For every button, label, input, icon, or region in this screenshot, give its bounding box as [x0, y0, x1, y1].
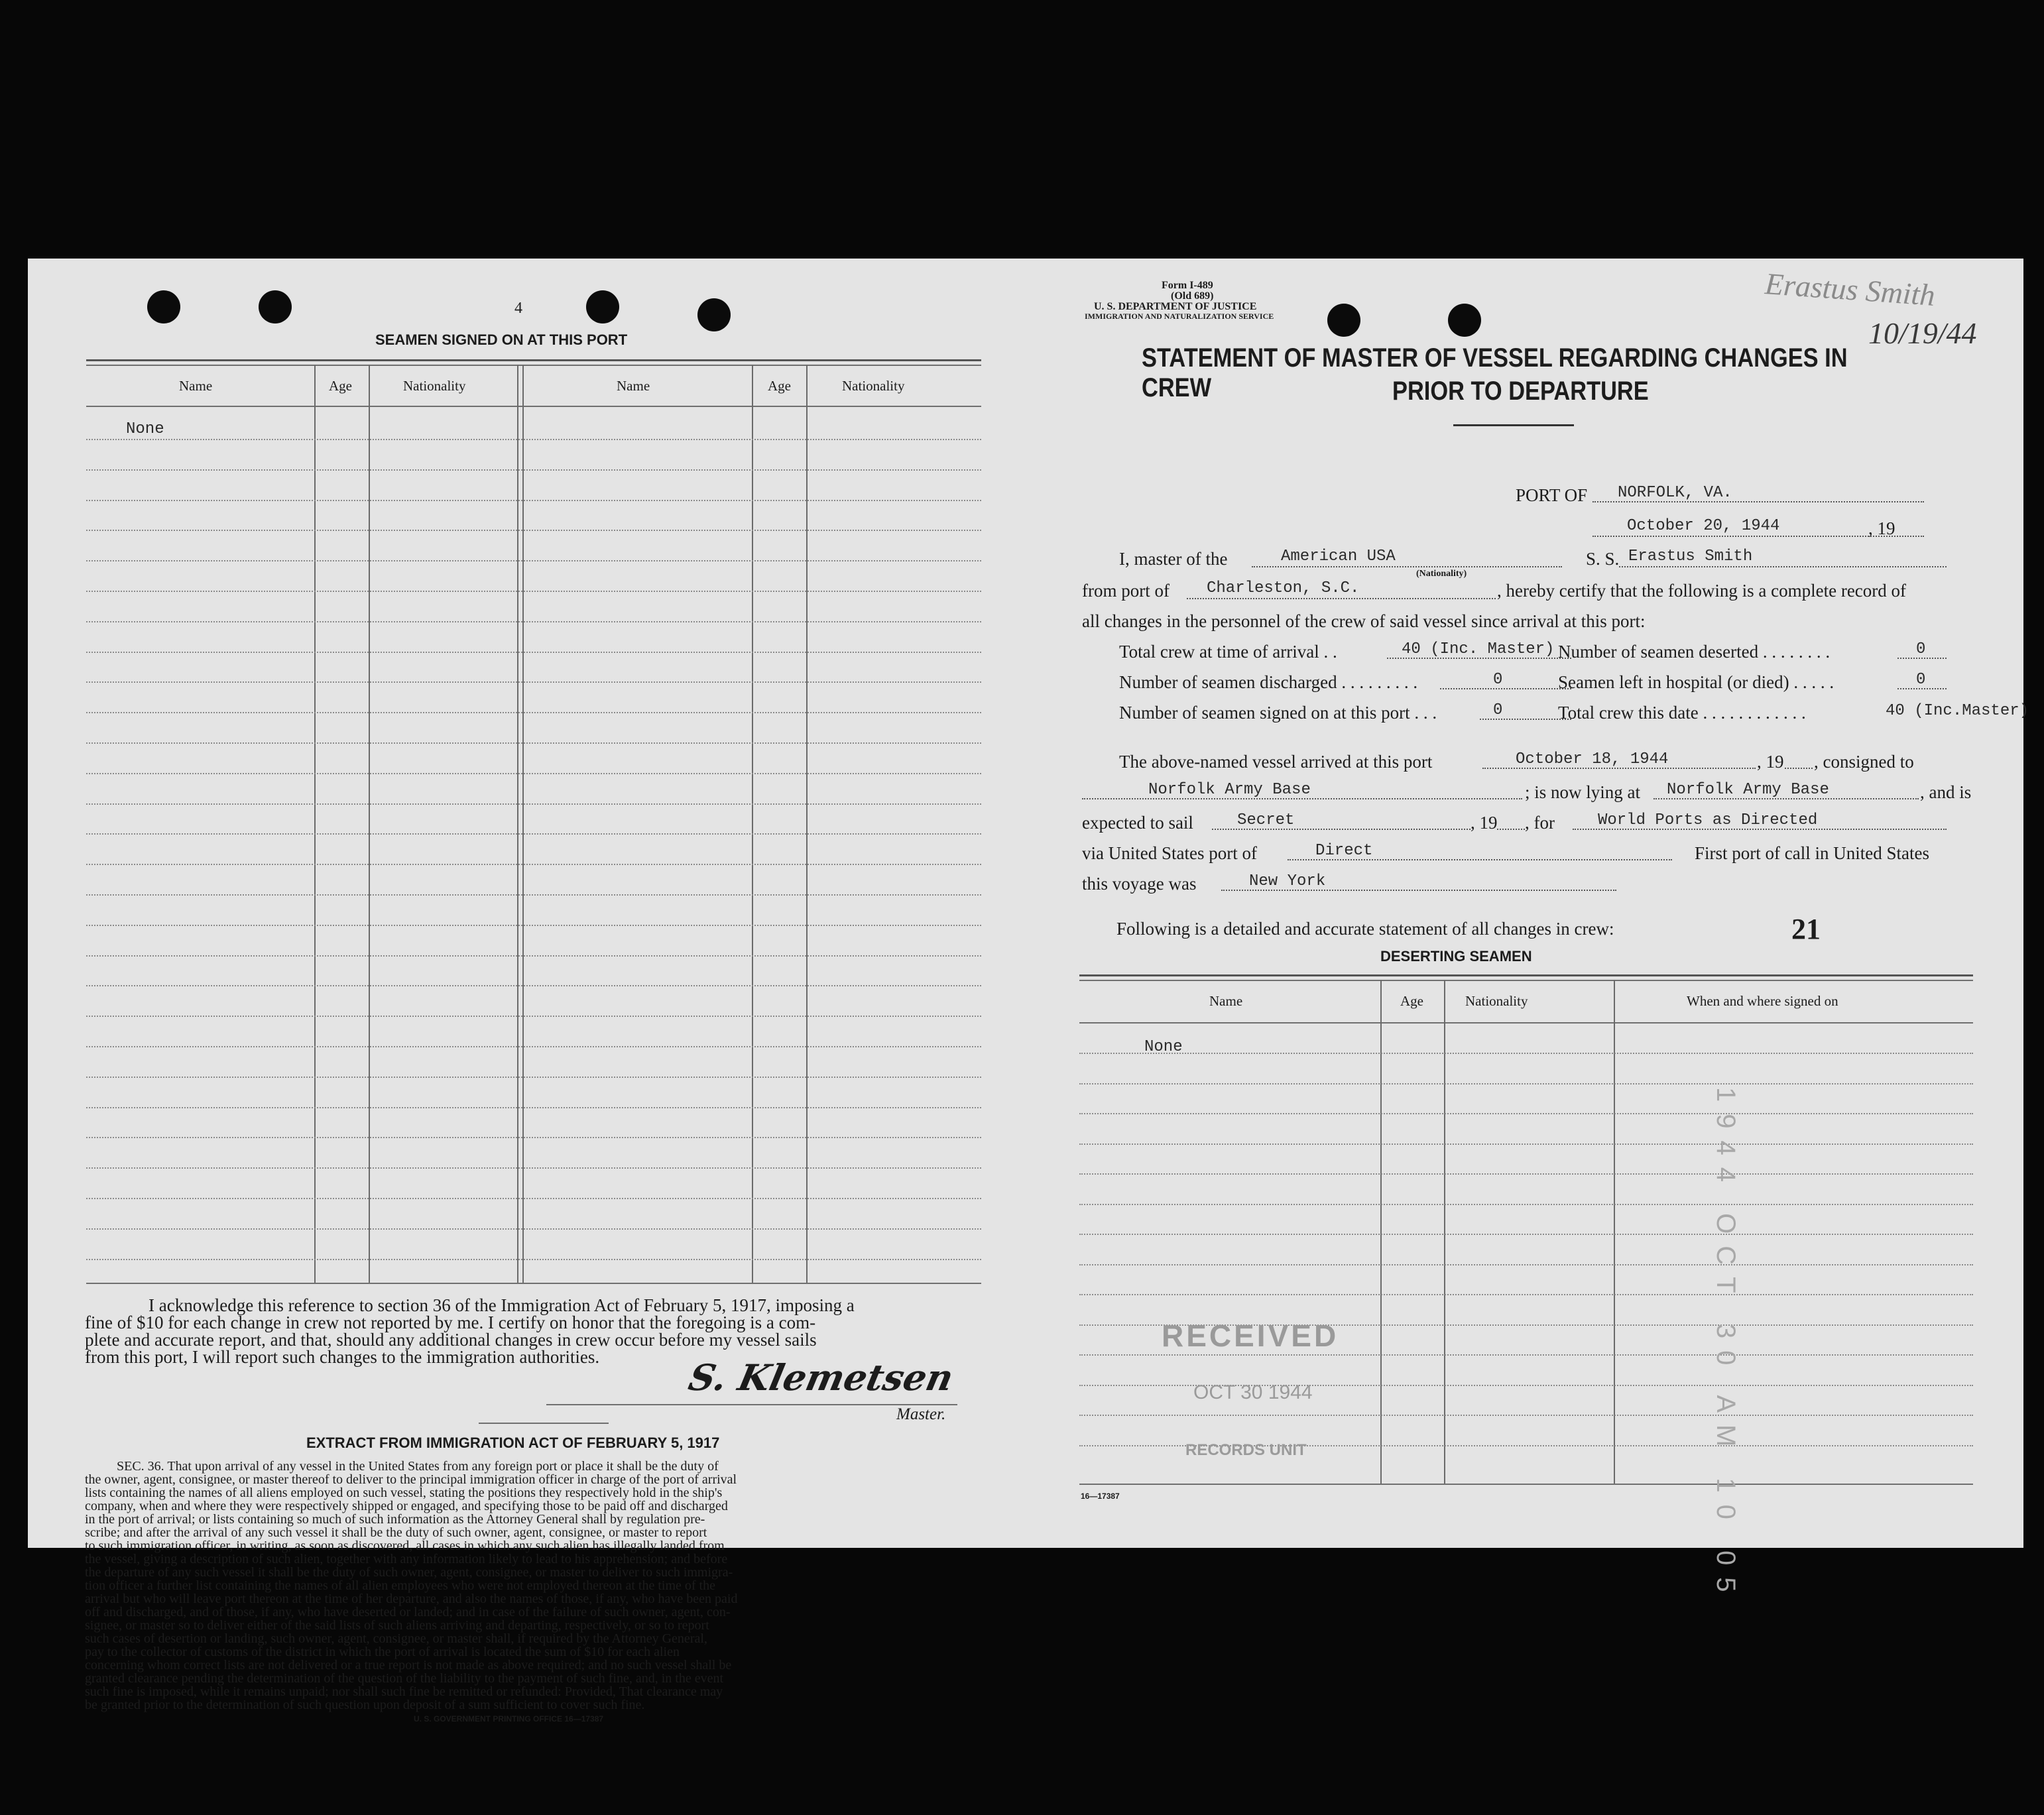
vertical-time-stamp: 1944 OCT 30 AM 10 05 [1711, 1087, 1740, 1604]
deserting-title: DESERTING SEAMEN [1380, 948, 1532, 965]
handwritten-vessel-note: Erastus Smith [1764, 266, 1937, 312]
table-row-rule [86, 1167, 981, 1169]
form-number: Form I-489 [1162, 280, 1213, 291]
certify-text-2: all changes in the personnel of the crew of said vessel since arrival at this port: [1082, 611, 1646, 631]
signed-on-value: 0 [1493, 701, 1503, 719]
received-stamp: RECEIVED [1162, 1318, 1339, 1353]
ack-line: plete and accurate report, and that, should any additional changes in crew occur before my vessel sails [85, 1330, 817, 1350]
col-header-age: Age [329, 378, 352, 394]
extract-line: company, when and where they were respectively shipped or engaged, and specifying those to be paid off and discharged [85, 1499, 728, 1513]
department-name: U. S. DEPARTMENT OF JUSTICE [1094, 301, 1257, 312]
punch-hole [147, 290, 180, 323]
page-number: 4 [514, 300, 522, 317]
consignee-underline [1082, 798, 1522, 799]
acknowledgment-text [85, 1297, 983, 1366]
via-underline [1288, 859, 1672, 860]
column-divider [1380, 980, 1382, 1484]
extract-line: be granted prior to the determination of such question upon deposit of a sum sufficient to cover such fine. [85, 1698, 645, 1712]
table-row-rule [86, 1016, 981, 1017]
for-underline [1573, 829, 1947, 830]
table-rule [86, 359, 981, 361]
port-label: PORT OF [1516, 485, 1588, 505]
table-row-rule [86, 742, 981, 744]
ship-name-underline [1619, 566, 1947, 567]
total-arrival-value: 40 (Inc. Master) [1402, 640, 1555, 658]
discharged-value: 0 [1493, 671, 1503, 689]
date-underline [1593, 536, 1924, 537]
lying-label: ; is now lying at [1525, 782, 1640, 802]
hospital-label: Seamen left in hospital (or died) . . . . . [1558, 672, 1834, 692]
deserted-label: Number of seamen deserted . . . . . . . . [1558, 642, 1831, 662]
ack-line: I acknowledge this reference to section 36 of the Immigration Act of February 5, 1917, imposing a [149, 1295, 855, 1315]
deserted-value: 0 [1916, 640, 1926, 658]
extract-line: such fine is imposed, while it remains unpaid; nor shall such fine be remitted or refunded: Provided, That clearance may [85, 1684, 723, 1699]
for-label: , for [1525, 813, 1555, 833]
port-value: NORFOLK, VA. [1618, 484, 1732, 502]
left-table-title: SEAMEN SIGNED ON AT THIS PORT [375, 331, 628, 348]
extract-line: such cases of desertion or landing, such owner, agent, consignee, or master shall, if required by the Attorney General, [85, 1631, 707, 1646]
table-row-rule [86, 833, 981, 835]
table-row-rule [86, 985, 981, 986]
following-label: Following is a detailed and accurate statement of all changes in crew: [1116, 919, 1614, 939]
via-label: via United States port of [1082, 843, 1257, 863]
table-row-rule [1079, 1354, 1973, 1356]
extract-title: EXTRACT FROM IMMIGRATION ACT OF FEBRUARY 5, 1917 [306, 1434, 720, 1451]
for-value: World Ports as Directed [1598, 811, 1818, 829]
consignee-value: Norfolk Army Base [1148, 781, 1311, 799]
nationality-underline [1252, 566, 1562, 567]
table-row-rule [86, 1137, 981, 1138]
table-rule [1079, 980, 1973, 981]
extract-line: off and discharged, and of those, if any, who have deserted or landed; and in case of the failure of such owner, agent, con- [85, 1605, 731, 1619]
from-port-label: from port of [1082, 581, 1170, 601]
table-row-rule [86, 681, 981, 683]
extract-line: in the port of arrival; or lists containing so much of such information as the Attorney General shall by regulation pre- [85, 1512, 705, 1527]
master-signature: S. Klemetsen [685, 1356, 957, 1399]
table-row-rule [86, 894, 981, 896]
stat-underline [1897, 688, 1947, 689]
extract-line: the departure of any such vessel it shall be the duty of such owner, agent, consignee, or master to deliver to such immigra- [85, 1565, 733, 1580]
total-date-label: Total crew this date . . . . . . . . . . . . [1558, 703, 1806, 723]
date-suffix: , 19 [1868, 518, 1895, 538]
punch-hole [259, 290, 292, 323]
form-title-line2: PRIOR TO DEPARTURE [1392, 377, 1649, 406]
col-header-age: Age [1400, 993, 1423, 1009]
table-row-rule [86, 439, 981, 440]
right-first-entry: None [1144, 1038, 1183, 1056]
table-rule [1079, 1022, 1973, 1024]
received-stamp-date: OCT 30 1944 [1193, 1381, 1313, 1403]
table-row-rule [1079, 1173, 1973, 1175]
extract-line: granted clearance pending the determination of the question of the liability to the payment of such fine, and, in the event [85, 1671, 724, 1686]
sail-label: expected to sail [1082, 813, 1193, 833]
col-header-signed-on: When and where signed on [1687, 993, 1838, 1009]
signature-line [546, 1404, 957, 1405]
certify-text: , hereby certify that the following is a complete record of [1497, 581, 1907, 601]
arrived-label: The above-named vessel arrived at this port [1119, 752, 1433, 772]
hospital-value: 0 [1916, 671, 1926, 689]
table-row-rule [1079, 1204, 1973, 1205]
table-row-rule [86, 803, 981, 805]
extract-line: concerning whom correct lists are not delivered or a true report is not made as above required; and no such vessel shall be [85, 1658, 732, 1672]
table-row-rule [86, 1046, 981, 1047]
and-is-label: , and is [1920, 782, 1972, 802]
document-sheet [28, 259, 2029, 1724]
arrived-underline [1482, 768, 1756, 769]
date-value: October 20, 1944 [1627, 517, 1780, 535]
punch-hole [697, 298, 731, 331]
master-of-label: I, master of the [1119, 549, 1228, 569]
column-divider [806, 365, 808, 1283]
table-row-rule [86, 925, 981, 926]
from-port-underline [1187, 598, 1496, 599]
discharged-label: Number of seamen discharged . . . . . . . . . [1119, 672, 1418, 692]
punch-hole [1327, 304, 1360, 337]
col-header-name: Name [179, 378, 213, 394]
nationality-caption: (Nationality) [1416, 569, 1467, 579]
sail-value: Secret [1237, 811, 1295, 829]
stat-underline [1387, 658, 1571, 659]
left-first-entry: None [126, 420, 164, 438]
table-row-rule [86, 560, 981, 561]
sail-underline [1212, 829, 1471, 830]
table-row-rule [1079, 1143, 1973, 1145]
table-row-rule [86, 621, 981, 622]
voyage-label: this voyage was [1082, 874, 1197, 894]
table-row-rule [86, 773, 981, 774]
signed-on-label: Number of seamen signed on at this port . . . [1119, 703, 1437, 723]
via-value: Direct [1315, 842, 1373, 860]
table-row-rule [86, 1077, 981, 1078]
table-row-rule [86, 1259, 981, 1260]
lying-value: Norfolk Army Base [1667, 781, 1829, 799]
extract-line: the vessel, giving a description of such alien, together with any information likely to lead to his apprehension; and before [85, 1552, 728, 1566]
table-row-rule [86, 500, 981, 501]
title-rule [1453, 424, 1574, 426]
col-header-name: Name [1209, 993, 1243, 1009]
table-row-rule [86, 530, 981, 531]
extract-line: lists containing the names of all aliens employed on such vessel, stating the positions they respectively hold in the ship's [85, 1486, 723, 1500]
table-row-rule [86, 1107, 981, 1108]
voyage-underline [1221, 890, 1616, 891]
stat-underline [1440, 688, 1571, 689]
port-underline [1593, 501, 1924, 502]
column-divider [1614, 980, 1615, 1484]
extract-line: pay to the collector of customs of the district in which the port of arrival is located the sum of $10 for each alien [85, 1645, 680, 1659]
old-form-number: (Old 689) [1171, 290, 1214, 302]
table-row-rule [86, 1228, 981, 1230]
column-divider [522, 365, 524, 1283]
stat-underline [1897, 658, 1947, 659]
extract-line: signee, or master so to deliver either of the said lists of such aliens arriving and departing, respectively, or so to report [85, 1618, 709, 1633]
table-rule [86, 365, 981, 366]
table-row-rule [86, 469, 981, 471]
footer-code: 16—17387 [1081, 1492, 1120, 1501]
column-divider [369, 365, 370, 1283]
col-header-nationality: Nationality [403, 378, 466, 394]
table-row-rule [1079, 1053, 1973, 1054]
table-row-rule [1079, 1294, 1973, 1295]
lying-underline [1653, 798, 1919, 799]
col-header-age: Age [768, 378, 791, 394]
col-header-nationality: Nationality [1465, 993, 1528, 1009]
table-row-rule [1079, 1113, 1973, 1114]
ss-label: S. S. [1586, 549, 1620, 569]
arrived-year-underline [1785, 768, 1813, 769]
sail-year-underline [1497, 829, 1525, 830]
ship-name-value: Erastus Smith [1628, 548, 1753, 565]
extract-line: tion officer a further list containing the names of all alien employees who were not employed thereon at the time of the [85, 1578, 715, 1593]
table-rule [1079, 974, 1973, 976]
table-rule [86, 406, 981, 407]
section-rule [479, 1423, 609, 1424]
first-port-label: First port of call in United States [1695, 843, 1929, 863]
consigned-label: , consigned to [1814, 752, 1914, 772]
handwritten-date: 10/19/44 [1868, 316, 1977, 350]
from-port-value: Charleston, S.C. [1207, 579, 1360, 597]
vessel-nationality-value: American USA [1281, 548, 1396, 565]
extract-line: arrival but who will leave port thereon at the time of her departure, and also the names of those, if any, who have been paid [85, 1592, 738, 1606]
extract-body [85, 1460, 983, 1712]
table-row-rule [1079, 1083, 1973, 1084]
extract-line: the owner, agent, consignee, or master thereof to deliver to the principal immigration officer in charge of the port of arrival [85, 1472, 737, 1487]
arrived-value: October 18, 1944 [1516, 750, 1669, 768]
service-name: IMMIGRATION AND NATURALIZATION SERVICE [1085, 312, 1274, 321]
table-row-rule [1079, 1415, 1973, 1416]
punch-hole [586, 290, 619, 323]
form-title-line1: STATEMENT OF MASTER OF VESSEL REGARDING CHANGES IN CREW [1142, 343, 1848, 402]
ack-line: fine of $10 for each change in crew not reported by me. I certify on honor that the foregoing is a com- [85, 1313, 816, 1332]
total-date-value: 40 (Inc.Master) [1886, 702, 2029, 720]
extract-line: scribe; and after the arrival of any such vessel it shall be the duty of such owner, agent, consignee, or master to report [85, 1525, 707, 1540]
table-rule [86, 1283, 981, 1284]
arrived-year: , 19 [1757, 752, 1784, 772]
voyage-value: New York [1249, 872, 1326, 890]
extract-line: SEC. 36. That upon arrival of any vessel in the United States from any foreign port or place it shall be the duty of [117, 1459, 719, 1474]
table-row-rule [86, 652, 981, 653]
column-divider [314, 365, 316, 1283]
col-header-nationality: Nationality [842, 378, 905, 394]
table-row-rule [86, 955, 981, 957]
table-row-rule [86, 712, 981, 713]
extract-line: to such immigration officer, in writing, as soon as discovered, all cases in which any such alien has illegally landed from [85, 1539, 725, 1553]
table-row-rule [86, 591, 981, 592]
punch-hole [1448, 304, 1481, 337]
column-divider [1444, 980, 1445, 1484]
table-rule [1079, 1484, 1973, 1485]
col-header-name: Name [617, 378, 650, 394]
sail-year: , 19 [1471, 813, 1498, 833]
column-divider [517, 365, 518, 1283]
column-divider [752, 365, 753, 1283]
printer-line: U. S. GOVERNMENT PRINTING OFFICE 16—17387 [414, 1714, 604, 1724]
ack-line: from this port, I will report such changes to the immigration authorities. [85, 1347, 600, 1367]
total-arrival-label: Total crew at time of arrival . . [1119, 642, 1337, 662]
table-row-rule [86, 864, 981, 865]
table-row-rule [86, 1198, 981, 1199]
page-marker: 21 [1791, 913, 1821, 945]
table-row-rule [1079, 1234, 1973, 1235]
table-row-rule [1079, 1264, 1973, 1265]
received-stamp-unit: RECORDS UNIT [1185, 1441, 1307, 1459]
signature-caption: Master. [896, 1405, 946, 1423]
